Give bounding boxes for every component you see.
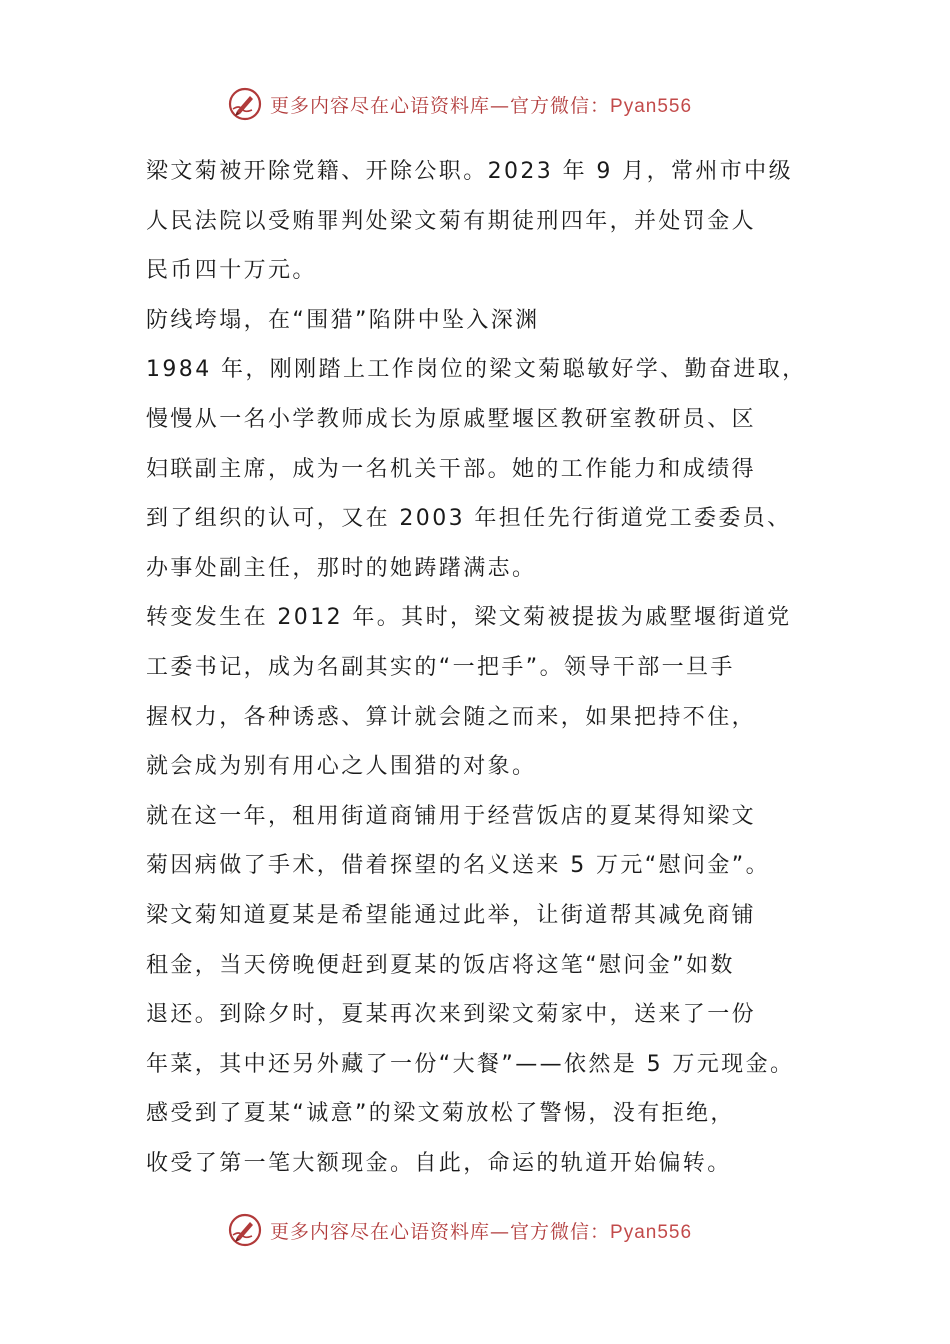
body-line: 就会成为别有用心之人围猎的对象。 [146, 754, 537, 780]
article-body [146, 147, 846, 1188]
pen-signature-icon [228, 87, 262, 121]
body-line: 退还。到除夕时，夏某再次来到梁文菊家中，送来了一份 [146, 1002, 757, 1028]
footer-watermark [228, 1210, 692, 1250]
body-line: 就在这一年，租用街道商铺用于经营饭店的夏某得知梁文 [146, 803, 757, 829]
body-line: 握权力，各种诱惑、算计就会随之而来，如果把持不住， [146, 704, 757, 730]
watermark-text: 更多内容尽在心语资料库—官方微信：Pyan556 [270, 94, 693, 117]
body-line: 到了组织的认可，又在 2003 年担任先行街道党工委委员、 [146, 506, 792, 532]
body-line: 工委书记，成为名副其实的“一把手”。领导干部一旦手 [146, 654, 735, 680]
body-line: 梁文菊被开除党籍、开除公职。2023 年 9 月，常州市中级 [146, 159, 793, 184]
body-line: 妇联副主席，成为一名机关干部。她的工作能力和成绩得 [146, 456, 757, 482]
body-line: 慢慢从一名小学教师成长为原戚墅堰区教研室教研员、区 [146, 406, 757, 432]
body-line: 1984 年，刚刚踏上工作岗位的梁文菊聪敏好学、勤奋进取， [146, 357, 807, 383]
body-line: 菊因病做了手术，借着探望的名义送来 5 万元“慰问金”。 [146, 853, 770, 879]
body-line: 办事处副主任，那时的她踌躇满志。 [146, 555, 537, 581]
body-line: 年菜，其中还另外藏了一份“大餐”——依然是 5 万元现金。 [146, 1051, 795, 1077]
body-line: 转变发生在 2012 年。其时，梁文菊被提拔为戚墅堰街道党 [146, 605, 792, 631]
body-line: 感受到了夏某“诚意”的梁文菊放松了警惕，没有拒绝， [146, 1101, 735, 1127]
body-line: 梁文菊知道夏某是希望能通过此举，让街道帮其减免商铺 [146, 902, 757, 928]
header-watermark [228, 84, 692, 124]
pen-signature-icon [228, 1213, 262, 1247]
body-line: 民币四十万元。 [146, 258, 317, 284]
body-line: 收受了第一笔大额现金。自此，命运的轨道开始偏转。 [146, 1150, 732, 1176]
section-heading: 防线垮塌，在“围猎”陷阱中坠入深渊 [146, 307, 540, 333]
watermark-text: 更多内容尽在心语资料库—官方微信：Pyan556 [270, 1220, 693, 1243]
body-line: 租金，当天傍晚便赶到夏某的饭店将这笔“慰问金”如数 [146, 952, 735, 978]
body-line: 人民法院以受贿罪判处梁文菊有期徒刑四年，并处罚金人 [146, 208, 757, 234]
